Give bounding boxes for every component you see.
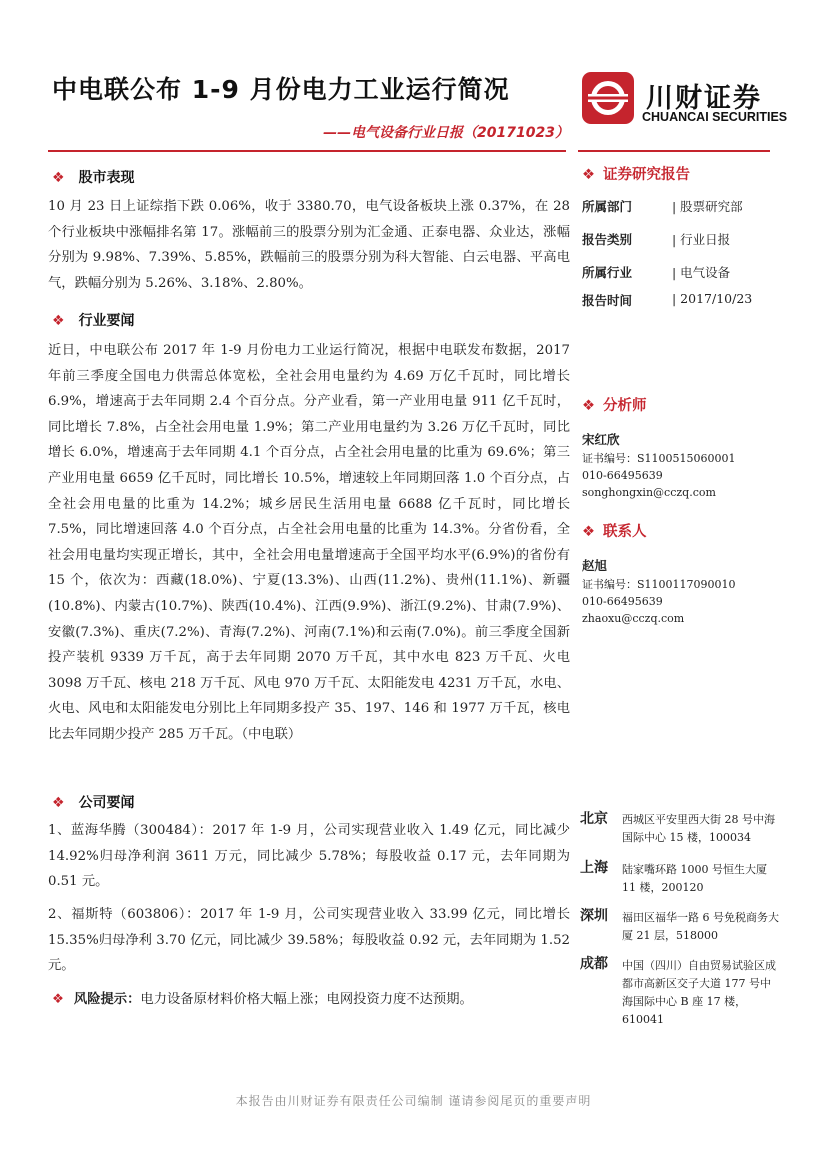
info-row-industry: 所属行业 | 电气设备 bbox=[582, 265, 731, 280]
sidebar-divider bbox=[578, 150, 770, 152]
diamond-bullet-icon: ❖ bbox=[52, 795, 65, 811]
report-type-heading: ❖ 证券研究报告 bbox=[582, 167, 690, 183]
company-item-1: 1、蓝海华腾（300484）：2017 年 1-9 月，公司实现营业收入 1.49 亿元，同比减少 14.92%归母净利润 3611 万元，同比减少 5.78%；每股收益 0.17 元，去年同期为 0.51 元。 bbox=[48, 823, 570, 890]
company-item-2: 2、福斯特（603806）：2017 年 1-9 月，公司实现营业收入 33.99 亿元，同比增长 15.35%归母净利 3.70 亿元，同比减少 39.58%；每股收益 0.92 元，去年同期为 1.52 元。 bbox=[48, 907, 570, 974]
analyst-phone: 010-66495639 bbox=[582, 469, 663, 482]
analyst-cert: 证书编号：S1100515060001 bbox=[582, 452, 736, 465]
contact-card bbox=[582, 557, 772, 627]
report-subtitle: ——电气设备行业日报（20171023） bbox=[323, 125, 569, 141]
risk-text: 电力设备原材料价格大幅上涨；电网投资力度不达预期。 bbox=[140, 992, 473, 1007]
contact-name: 赵旭 bbox=[582, 558, 608, 573]
header-divider bbox=[48, 150, 566, 152]
diamond-bullet-icon: ❖ bbox=[582, 398, 595, 414]
logo-english-name: CHUANCAI SECURITIES bbox=[642, 110, 788, 124]
footer-disclaimer: 本报告由川财证券有限责任公司编制 谨请参阅尾页的重要声明 bbox=[235, 1094, 592, 1108]
contact-cert: 证书编号：S1100117090010 bbox=[582, 578, 736, 591]
logo-chinese-name: 川财证券 bbox=[646, 83, 762, 114]
diamond-bullet-icon: ❖ bbox=[52, 313, 65, 329]
diamond-bullet-icon: ❖ bbox=[582, 167, 595, 183]
info-row-department: 所属部门 | 股票研究部 bbox=[582, 199, 743, 214]
diamond-bullet-icon: ❖ bbox=[582, 524, 595, 540]
industry-paragraph: 近日，中电联公布 2017 年 1-9 月份电力工业运行简况，根据中电联发布数据，2017 年前三季度全国电力供需总体宽松，全社会用电量约为 4.69 万亿千瓦时，同比增长 6.9%，增速高于去年同期 2.4 个百分点。分产业看，第一产业用电量 911 亿千瓦时，同比增长 7.8%，占全社会用电量 1.9%；第二产业用电量约为 3.26 万亿千瓦时，同比增长 6.0%，增速高于去年同期 4.1 个百分点，占全社会用电量的比重为 69.6%；第三产业用电量 6659 亿千瓦时，同比增长 10.5%，增速较上年同期回落 1.0 个百分点，占全社会用电量的比重为 14.2%；城乡居民生活用电量 6688 亿千瓦时，同比增长 7.5%，同比增速回落 4.0 个百分点，占全社会用电量的比重为 14.3%。分省份看，全社会用电量均实现正增长，其中，全社会用电量增速高于全国平均水平(6.9%)的省份有 15 个，依次为：西藏(18.0%)、宁夏(13.3%)、山西(11.2%)、贵州(11.1%)、新疆(10.8%)、内蒙古(10.7%)、陕西(10.4%)、江西(9.9%)、浙江(9.2%)、甘肃(7.9%)、安徽(7.3%)、重庆(7.2%)、青海(7.2%)、河南(7.1%)和云南(7.0%)。前三季度全国新投产装机 9339 万千瓦，高于去年同期 2070 万千瓦，其中水电 823 万千瓦、火电 3098 万千瓦、核电 218 万千瓦、风电 970 万千瓦、太阳能发电 4231 万千瓦，水电、火电、风电和太阳能发电分别比上年同期多投产 35、197、146 和 1977 万千瓦，核电比去年同期少投产 285 万千瓦。（中电联） bbox=[48, 343, 570, 742]
section-heading-company: ❖ 公司要闻 bbox=[52, 795, 135, 811]
analyst-card bbox=[582, 431, 772, 501]
contact-heading: ❖ 联系人 bbox=[582, 524, 647, 540]
page-title: 中电联公布 1-9 月份电力工业运行简况 bbox=[52, 75, 510, 104]
section-heading-industry: ❖ 行业要闻 bbox=[52, 313, 135, 329]
risk-warning bbox=[52, 988, 572, 1007]
diamond-bullet-icon: ❖ bbox=[52, 170, 65, 186]
info-row-date: 报告时间 | 2017/10/23 bbox=[582, 291, 753, 308]
section-heading-market: ❖ 股市表现 bbox=[52, 170, 135, 186]
info-row-category: 报告类别 | 行业日报 bbox=[582, 232, 731, 247]
contact-email[interactable]: zhaoxu@cczq.com bbox=[582, 612, 685, 625]
market-paragraph: 10 月 23 日上证综指下跌 0.06%，收于 3380.70，电气设备板块上涨 0.37%，在 28 个行业板块中涨幅排名第 17。涨幅前三的股票分别为汇金通、正泰电器、众业达，涨幅分别为 9.98%、7.39%、5.85%，跌幅前三的股票分别为科大智能、白云电器、平高电气，跌幅分别为 5.26%、3.18%、2.80%。 bbox=[48, 199, 570, 291]
analyst-heading: ❖ 分析师 bbox=[582, 398, 647, 414]
diamond-bullet-icon: ❖ bbox=[52, 992, 64, 1007]
analyst-name: 宋红欣 bbox=[582, 432, 620, 447]
analyst-email[interactable]: songhongxin@cczq.com bbox=[582, 486, 716, 499]
company-logo-icon bbox=[582, 72, 634, 124]
contact-phone: 010-66495639 bbox=[582, 595, 663, 608]
risk-label: 风险提示： bbox=[73, 992, 141, 1007]
